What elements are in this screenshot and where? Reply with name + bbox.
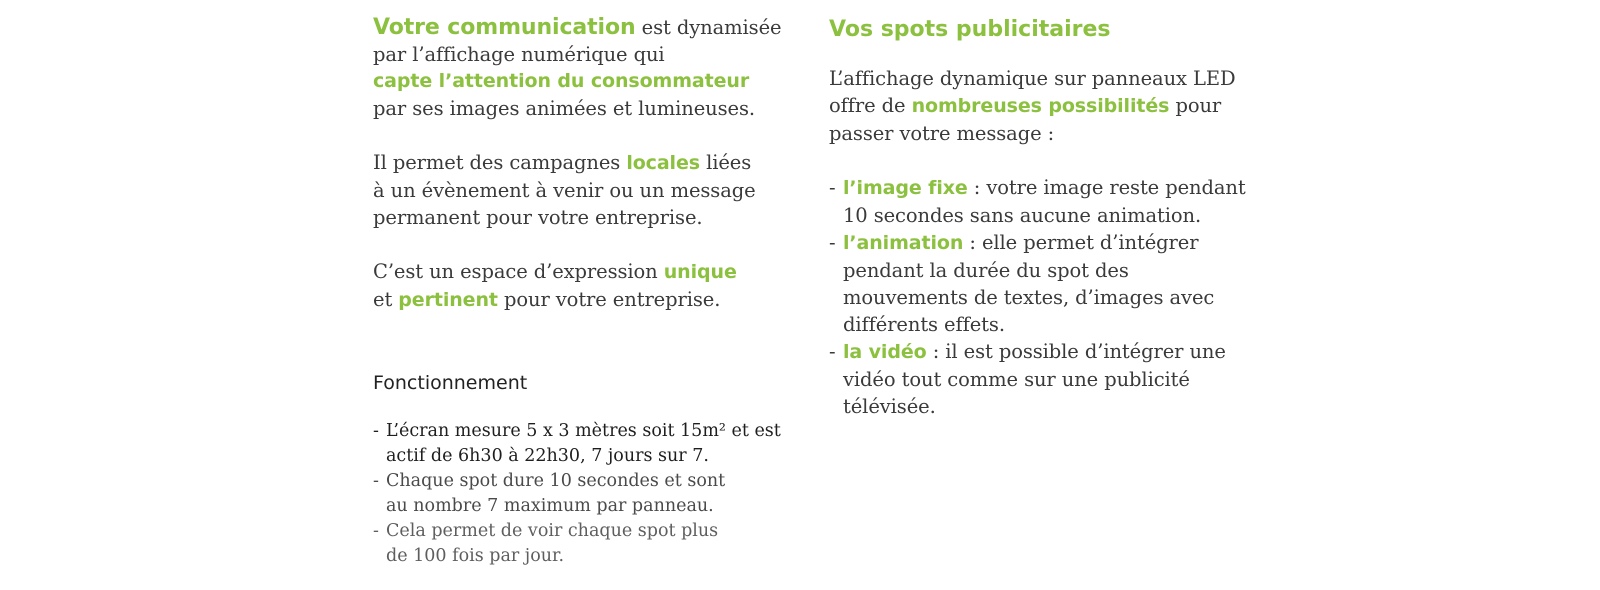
highlight-possibilites: nombreuses possibilités (911, 95, 1170, 117)
intro-line-4: par ses images animées et lumineuses. (373, 97, 755, 120)
list-item-line-4: différents effets. (843, 313, 1005, 336)
list-item-rest: : elle permet d’intégrer (963, 231, 1199, 254)
list-item-animation (829, 229, 1249, 338)
highlight-locales: locales (626, 152, 700, 174)
list-item-line-1: L’écran mesure 5 x 3 mètres soit 15m² et est (386, 421, 781, 441)
spots-intro (829, 65, 1249, 147)
spots-list (829, 174, 1249, 420)
spots-title: Vos spots publicitaires (829, 17, 1111, 42)
intro-line-1-rest: est dynamisée (635, 16, 782, 39)
list-item-line-1: Chaque spot dure 10 secondes et sont (386, 471, 726, 491)
list-item-line-3: mouvements de textes, d’images avec (843, 286, 1215, 309)
right-column (829, 14, 1249, 420)
intro-paragraph (373, 14, 793, 122)
expression-line-2-start: et (373, 288, 399, 311)
campaign-line-1-start: Il permet des campagnes (373, 151, 627, 174)
expression-line-1-start: C’est un espace d’expression (373, 260, 664, 283)
intro-highlight: capte l’attention du consommateur (373, 70, 750, 92)
list-item-line-1: Cela permet de voir chaque spot plus (386, 521, 719, 541)
highlight-pertinent: pertinent (398, 289, 498, 311)
spots-intro-line-1: L’affichage dynamique sur panneaux LED (829, 67, 1236, 90)
list-item (373, 419, 813, 469)
campaign-line-1-end: liées (699, 151, 752, 174)
list-item-line-2: pendant la durée du spot des (843, 259, 1129, 282)
list-dash: - (829, 231, 836, 254)
list-item-rest: : il est possible d’intégrer une (926, 340, 1226, 363)
spots-intro-line-3: passer votre message : (829, 122, 1055, 145)
highlight-video: la vidéo (843, 341, 927, 363)
campaign-line-1 (373, 149, 793, 177)
campaign-line-3: permanent pour votre entreprise. (373, 206, 703, 229)
list-item-line-2: 10 secondes sans aucune animation. (843, 204, 1202, 227)
fonctionnement-list (373, 419, 813, 569)
list-item-image-fixe (829, 174, 1249, 229)
list-item-line-1 (843, 174, 1249, 202)
intro-line-1 (373, 14, 793, 41)
campaign-line-2: à un évènement à venir ou un message (373, 179, 756, 202)
expression-line-2-end: pour votre entreprise. (497, 288, 721, 311)
left-column (373, 14, 793, 314)
list-item-rest: : votre image reste pendant (967, 176, 1246, 199)
list-dash: - (829, 340, 836, 363)
list-item-line-1 (843, 229, 1249, 257)
campaign-paragraph (373, 149, 793, 231)
list-dash: - (373, 471, 379, 491)
fonctionnement-section (373, 370, 813, 569)
spots-intro-line-2-start: offre de (829, 94, 912, 117)
list-item-video (829, 338, 1249, 420)
expression-line-1 (373, 258, 793, 286)
expression-paragraph (373, 258, 793, 314)
list-dash: - (373, 421, 379, 441)
highlight-image-fixe: l’image fixe (843, 177, 968, 199)
list-item (373, 519, 813, 569)
spots-intro-line-2 (829, 92, 1249, 120)
list-dash: - (373, 521, 379, 541)
highlight-animation: l’animation (843, 232, 964, 254)
list-item-line-1 (843, 338, 1249, 366)
intro-line-2: par l’affichage numérique qui (373, 43, 665, 66)
highlight-unique: unique (663, 261, 737, 283)
fonctionnement-title: Fonctionnement (373, 372, 528, 394)
list-item-line-2: vidéo tout comme sur une publicité (843, 368, 1190, 391)
spots-intro-line-2-end: pour (1169, 94, 1222, 117)
list-item-line-2: actif de 6h30 à 22h30, 7 jours sur 7. (386, 446, 709, 466)
communication-heading: Votre communication (373, 15, 636, 40)
list-item-line-2: de 100 fois par jour. (386, 546, 565, 566)
list-item-line-2: au nombre 7 maximum par panneau. (386, 496, 714, 516)
list-item-line-3: télévisée. (843, 395, 936, 418)
expression-line-2 (373, 286, 793, 314)
list-dash: - (829, 176, 836, 199)
list-item (373, 469, 813, 519)
